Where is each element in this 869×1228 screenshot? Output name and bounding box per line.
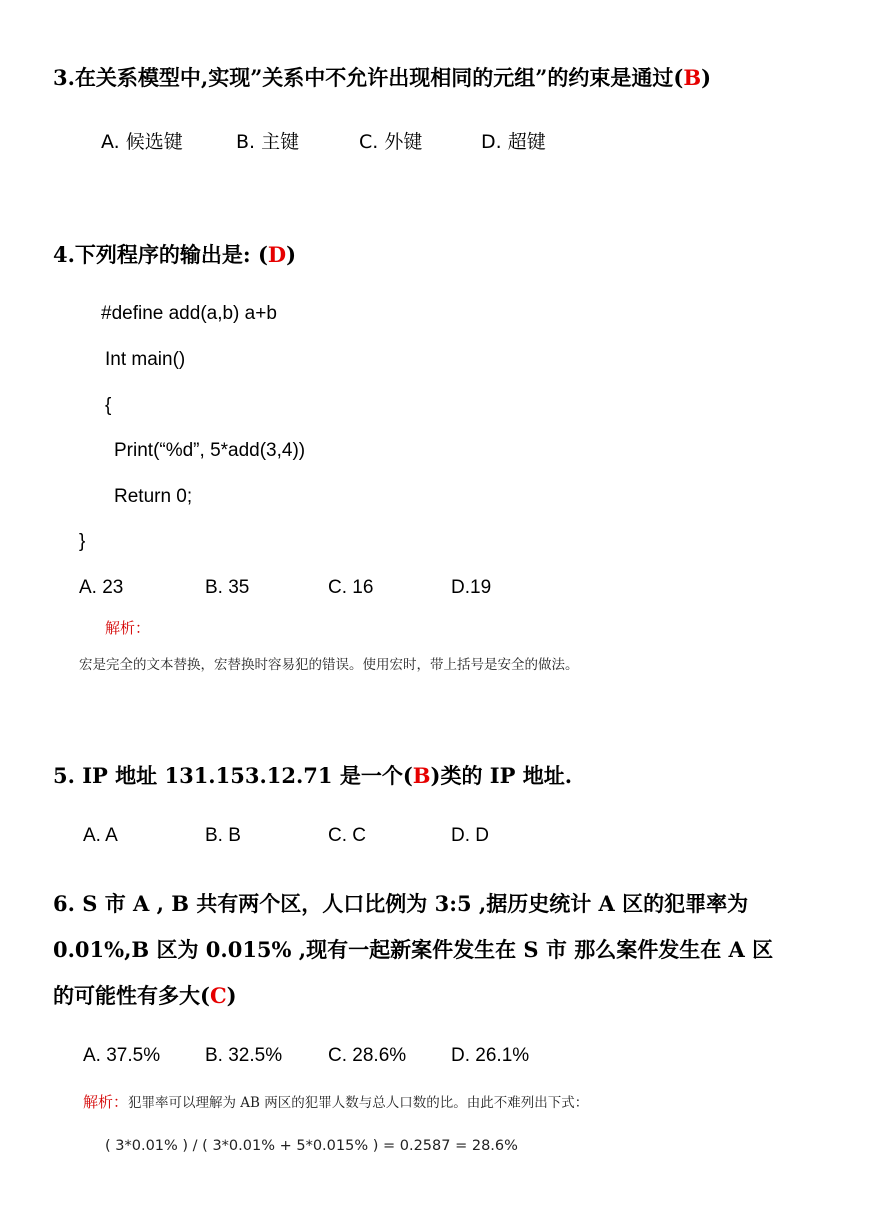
question-5-answer: B (412, 763, 431, 788)
question-6-close: ) (226, 983, 237, 1008)
question-4-close: ) (286, 242, 297, 267)
question-5-option-b: B. B (205, 825, 241, 846)
question-5 (53, 760, 572, 790)
code-line-6: } (79, 531, 86, 552)
question-6-line-1: 6. S 市 A , B 共有两个区，人口比例为 3:5 ,据历史统计 A 区的犯罪率为 (53, 891, 749, 916)
question-5-option-d: D. D (451, 825, 489, 846)
code-line-2: Int main() (105, 349, 186, 370)
code-line-3: { (105, 395, 112, 416)
question-5-text: 5. IP 地址 131.153.12.71 是一个( (53, 763, 413, 788)
question-4-analysis-label: 解析： (105, 619, 151, 637)
code-line-1: #define add(a,b) a+b (101, 303, 277, 324)
question-4-answer: D (267, 242, 287, 267)
question-4-option-a: A. 23 (79, 577, 124, 598)
question-4-option-b: B. 35 (205, 577, 250, 598)
question-6-analysis (83, 1091, 588, 1112)
question-6-line-2: 0.01%,B 区为 0.015% ,现有一起新案件发生在 S 市 那么案件发生在 A 区 (53, 937, 774, 962)
question-3-option-b: B. 主键 (236, 131, 300, 153)
question-3-close: ) (701, 65, 712, 90)
question-4-text: 4.下列程序的输出是: ( (53, 242, 268, 267)
question-5-close: )类的 IP 地址. (430, 763, 573, 788)
code-line-4: Print(“%d”, 5*add(3,4)) (114, 440, 306, 461)
question-6-option-d: D. 26.1% (451, 1045, 530, 1066)
question-6-option-a: A. 37.5% (83, 1045, 161, 1066)
question-6-answer: C (209, 983, 227, 1008)
question-6-formula: ( 3*0.01% ) / ( 3*0.01% + 5*0.015% ) = 0.2587 = 28.6% (105, 1138, 518, 1154)
question-4 (53, 239, 296, 269)
code-line-5: Return 0; (114, 486, 193, 507)
question-3 (53, 62, 711, 92)
question-3-answer: B (683, 65, 702, 90)
question-6-analysis-text: 犯罪率可以理解为 AB 两区的犯罪人数与总人口数的比。由此不难列出下式： (128, 1095, 589, 1111)
question-4-option-c: C. 16 (328, 577, 374, 598)
question-6-analysis-label: 解析： (83, 1093, 129, 1111)
question-6-text: 的可能性有多大( (53, 983, 210, 1008)
question-5-option-c: C. C (328, 825, 366, 846)
question-6-option-c: C. 28.6% (328, 1045, 407, 1066)
question-6-option-b: B. 32.5% (205, 1045, 283, 1066)
question-5-option-a: A. A (83, 825, 118, 846)
question-3-option-a: A. 候选键 (101, 131, 183, 153)
question-6-line-3 (53, 980, 237, 1010)
question-4-option-d: D.19 (451, 577, 492, 598)
question-3-option-c: C. 外键 (359, 131, 423, 153)
question-3-option-d: D. 超键 (481, 131, 546, 153)
question-4-analysis-text: 宏是完全的文本替换，宏替换时容易犯的错误。使用宏时，带上括号是安全的做法。 (79, 657, 579, 673)
question-3-text: 3.在关系模型中,实现”关系中不允许出现相同的元组”的约束是通过( (53, 65, 684, 90)
